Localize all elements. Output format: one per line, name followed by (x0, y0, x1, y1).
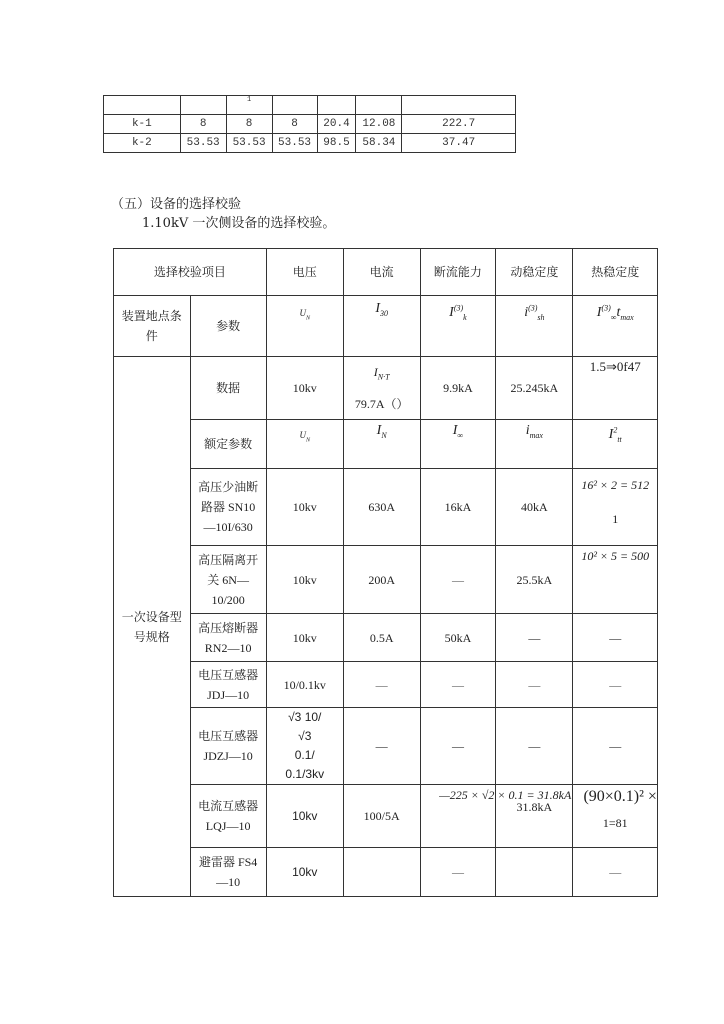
header-dynamic: 动稳定度 (496, 249, 573, 296)
current-symbol: $I_{30}$ (343, 296, 420, 357)
data-label: 数据 (190, 357, 266, 420)
header-thermal: 热稳定度 (573, 249, 658, 296)
equipment-check-table (113, 248, 658, 897)
table-row: 高压熔断器 RN2—10 10kv 0.5A 50kA — — (114, 614, 658, 662)
breaking-symbol: $I^{(3)}_k$ (420, 296, 496, 357)
section-subheading: 1.10kV 一次侧设备的选择校验。 (142, 216, 336, 231)
device-name: 高压少油断路器 SN10—10I/630 (190, 469, 266, 546)
condition-label: 装置地点条件 (114, 296, 191, 357)
table-row: 电压互感器 JDZJ—10 √3 10/ √3 0.1/ 0.1/3kv — — — — (114, 708, 658, 785)
param-label: 参数 (190, 296, 266, 357)
table-row: 高压隔离开关 6N—10/200 10kv 200A — 25.5kA 10² × 5 = 500 (114, 546, 658, 614)
device-name: 高压熔断器 RN2—10 (190, 614, 266, 662)
row-label: k-1 (104, 115, 181, 134)
table-row: 高压少油断路器 SN10—10I/630 10kv 630A 16kA 40kA 16² × 2 = 512 1 (114, 469, 658, 546)
table-row: k-2 53.53 53.53 53.53 98.5 58.34 37.47 (104, 134, 516, 153)
table-row: 避雷器 FS4—10 10kv — — (114, 848, 658, 897)
header-item: 选择校验项目 (114, 249, 267, 296)
table-row: 电流互感器 LQJ—10 10kv 100/5A —225 × √2 × 0.1 = 31.8kA 31.8kA (90×0.1)² × 1=81 (114, 785, 658, 848)
table-row: 一次设备型号规格 数据 10kv $I_{N\cdot T}$ 79.7A（） 9.9kA 25.245kA 1.5⇒0f47 (114, 357, 658, 420)
row-label: k-2 (104, 134, 181, 153)
thermal-symbol: $I^{(3)}_\infty t_{max}$ (573, 296, 658, 357)
table-row: 1 (104, 96, 516, 115)
table-row: 电压互感器 JDJ—10 10/0.1kv — — — — (114, 662, 658, 708)
section-heading: （五）设备的选择校验 (111, 197, 242, 212)
table-row: k-1 8 8 8 20.4 12.08 222.7 (104, 115, 516, 134)
header-row (114, 249, 658, 296)
header-voltage: 电压 (266, 249, 343, 296)
device-name: 电压互感器 JDZJ—10 (190, 708, 266, 785)
thermal-data-cell: 1.5⇒0f47 (573, 357, 658, 420)
device-name: 高压隔离开关 6N—10/200 (190, 546, 266, 614)
device-name: 电压互感器 JDJ—10 (190, 662, 266, 708)
dynamic-symbol: $i^{(3)}_{sh}$ (496, 296, 573, 357)
group-label: 一次设备型号规格 (114, 357, 191, 897)
device-name: 避雷器 FS4—10 (190, 848, 266, 897)
short-circuit-table (103, 95, 516, 153)
header-current: 电流 (343, 249, 420, 296)
dynamic-formula: —225 × √2 × 0.1 = 31.8kA (439, 788, 572, 802)
table-row: 额定参数 $U_N$ $I_N$ $I_\infty$ $i_{max}$ $I^2_{tt}$ (114, 420, 658, 469)
table-row (114, 296, 658, 357)
rated-label: 额定参数 (190, 420, 266, 469)
voltage-symbol: $U_N$ (266, 296, 343, 357)
header-breaking: 断流能力 (420, 249, 496, 296)
device-name: 电流互感器 LQJ—10 (190, 785, 266, 848)
current-data-cell: $I_{N\cdot T}$ 79.7A（） (343, 357, 420, 420)
